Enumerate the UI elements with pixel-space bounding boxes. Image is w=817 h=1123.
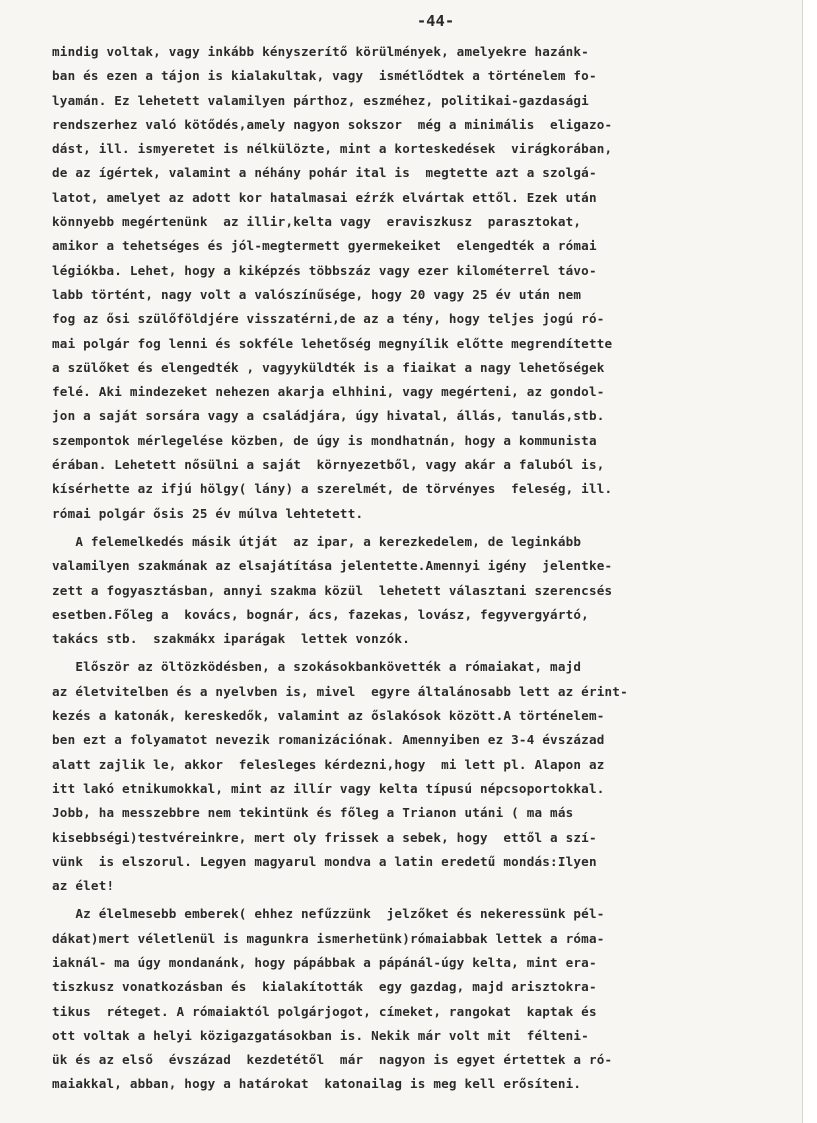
text-line: A felemelkedés másik útját az ipar, a kerezkedelem, de leginkább (52, 533, 582, 549)
text-line: latot, amelyet az adott kor hatalmasai eźrźk elvártak ettől. Ezek után (52, 189, 597, 205)
paragraph (52, 902, 772, 1096)
text-line: felé. Aki mindezeket nehezen akarja elhhini, vagy megérteni, az gondol- (52, 384, 605, 400)
text-line: fog az ősi szülőföldjére visszatérni,de az a tény, hogy teljes jogú ró- (52, 311, 605, 327)
text-line: lyamán. Ez lehetett valamilyen párthoz, eszméhez, politikai-gazdasági (52, 92, 589, 108)
page-number: -44- (416, 12, 455, 30)
text-line: valamilyen szakmának az elsajátítása jelentette.Amennyi igény jelentke- (52, 558, 613, 574)
text-line: maiakkal, abban, hogy a határokat katonailag is meg kell erősíteni. (52, 1076, 582, 1092)
text-line: kisebbségi)testvéreinkre, mert oly frissek a sebek, hogy ettől a szí- (52, 829, 597, 845)
text-line: a szülőket és elengedték , vagyyküldték is a fiaikat a nagy lehetőségek (52, 359, 605, 375)
text-line: dákat)mert véletlenül is magunkra ismerhetünk)rómaiabbak lettek a róma- (52, 930, 605, 946)
text-line: dást, ill. ismyeretet is nélkülözte, mint a korteskedések virágkorában, (52, 141, 613, 157)
text-line: de az ígértek, valamint a néhány pohár ital is megtette azt a szolgá- (52, 165, 597, 181)
text-line: zett a fogyasztásban, annyi szakma közül lehetett választani szerencsés (52, 582, 613, 598)
paragraph (52, 40, 772, 526)
text-line: tiszkusz vonatkozásban és kialakították egy gazdag, majd arisztokra- (52, 979, 597, 995)
text-line: az élet! (52, 878, 115, 894)
text-line: könnyebb megértenünk az illir,kelta vagy eraviszkusz parasztokat, (52, 214, 582, 230)
text-line: római polgár ősis 25 év múlva lehtetett. (52, 505, 364, 521)
text-line: Az élelmesebb emberek( ehhez nefűzzünk jelzőket és nekeressünk pél- (52, 906, 605, 922)
text-line: szempontok mérlegelése közben, de úgy is mondhatnán, hogy a kommunista (52, 432, 597, 448)
text-line: jon a saját sorsára vagy a családjára, úgy hivatal, állás, tanulás,stb. (52, 408, 605, 424)
text-line: rendszerhez való kötődés,amely nagyon sokszor még a minimális eligazo- (52, 116, 613, 132)
text-line: amikor a tehetséges és jól-megtermett gyermekeiket elengedték a római (52, 238, 597, 254)
text-line: Először az öltözködésben, a szokásokbankövették a rómaiakat, majd (52, 659, 582, 675)
document-body (52, 40, 772, 1097)
text-line: kísérhette az ifjú hölgy( lány) a szerelmét, de törvényes feleség, ill. (52, 481, 613, 497)
text-line: tikus réteget. A rómaiaktól polgárjogot, címeket, rangokat kaptak és (52, 1003, 597, 1019)
text-line: vünk is elszorul. Legyen magyarul mondva a latin eredetű mondás:Ilyen (52, 853, 597, 869)
text-line: iaknál- ma úgy mondanánk, hogy pápábbak a pápánál-úgy kelta, mint era- (52, 954, 597, 970)
paragraph (52, 530, 772, 651)
text-line: ük és az első évszázad kezdetétől már nagyon is egyet értettek a ró- (52, 1052, 613, 1068)
text-line: mai polgár fog lenni és sokféle lehetőség megnyílik előtte megrendítette (52, 335, 613, 351)
text-line: itt lakó etnikumokkal, mint az illír vagy kelta típusú népcsoportokkal. (52, 780, 605, 796)
text-line: ben ezt a folyamatot nevezik romanizációnak. Amennyiben ez 3-4 évszázad (52, 732, 605, 748)
paragraph (52, 655, 772, 898)
text-line: alatt zajlik le, akkor felesleges kérdezni,hogy mi lett pl. Alapon az (52, 756, 605, 772)
text-line: az életvitelben és a nyelvben is, mivel egyre általánosabb lett az érint- (52, 683, 628, 699)
text-line: kezés a katonák, kereskedők, valamint az őslakósok között.A történelem- (52, 708, 605, 724)
text-line: légiókba. Lehet, hogy a kiképzés többszáz vagy ezer kilométerrel távo- (52, 262, 597, 278)
text-line: mindig voltak, vagy inkább kényszerítő körülmények, amelyekre hazánk- (52, 44, 589, 59)
text-line: labb történt, nagy volt a valószínűsége, hogy 20 vagy 25 év után nem (52, 286, 582, 302)
page-edge (803, 0, 817, 1123)
text-line: takács stb. szakmákx iparágak lettek vonzók. (52, 631, 410, 647)
text-line: érában. Lehetett nősülni a saját környezetből, vagy akár a faluból is, (52, 457, 605, 473)
text-line: ban és ezen a tájon is kialakultak, vagy ismétlődtek a történelem fo- (52, 68, 597, 84)
text-line: ott voltak a helyi közigazgatásokban is. Nekik már volt mit félteni- (52, 1027, 589, 1043)
text-line: Jobb, ha messzebbre nem tekintünk és főleg a Trianon utáni ( ma más (52, 805, 574, 821)
text-line: esetben.Főleg a kovács, bognár, ács, fazekas, lovász, fegyvergyártó, (52, 606, 589, 622)
